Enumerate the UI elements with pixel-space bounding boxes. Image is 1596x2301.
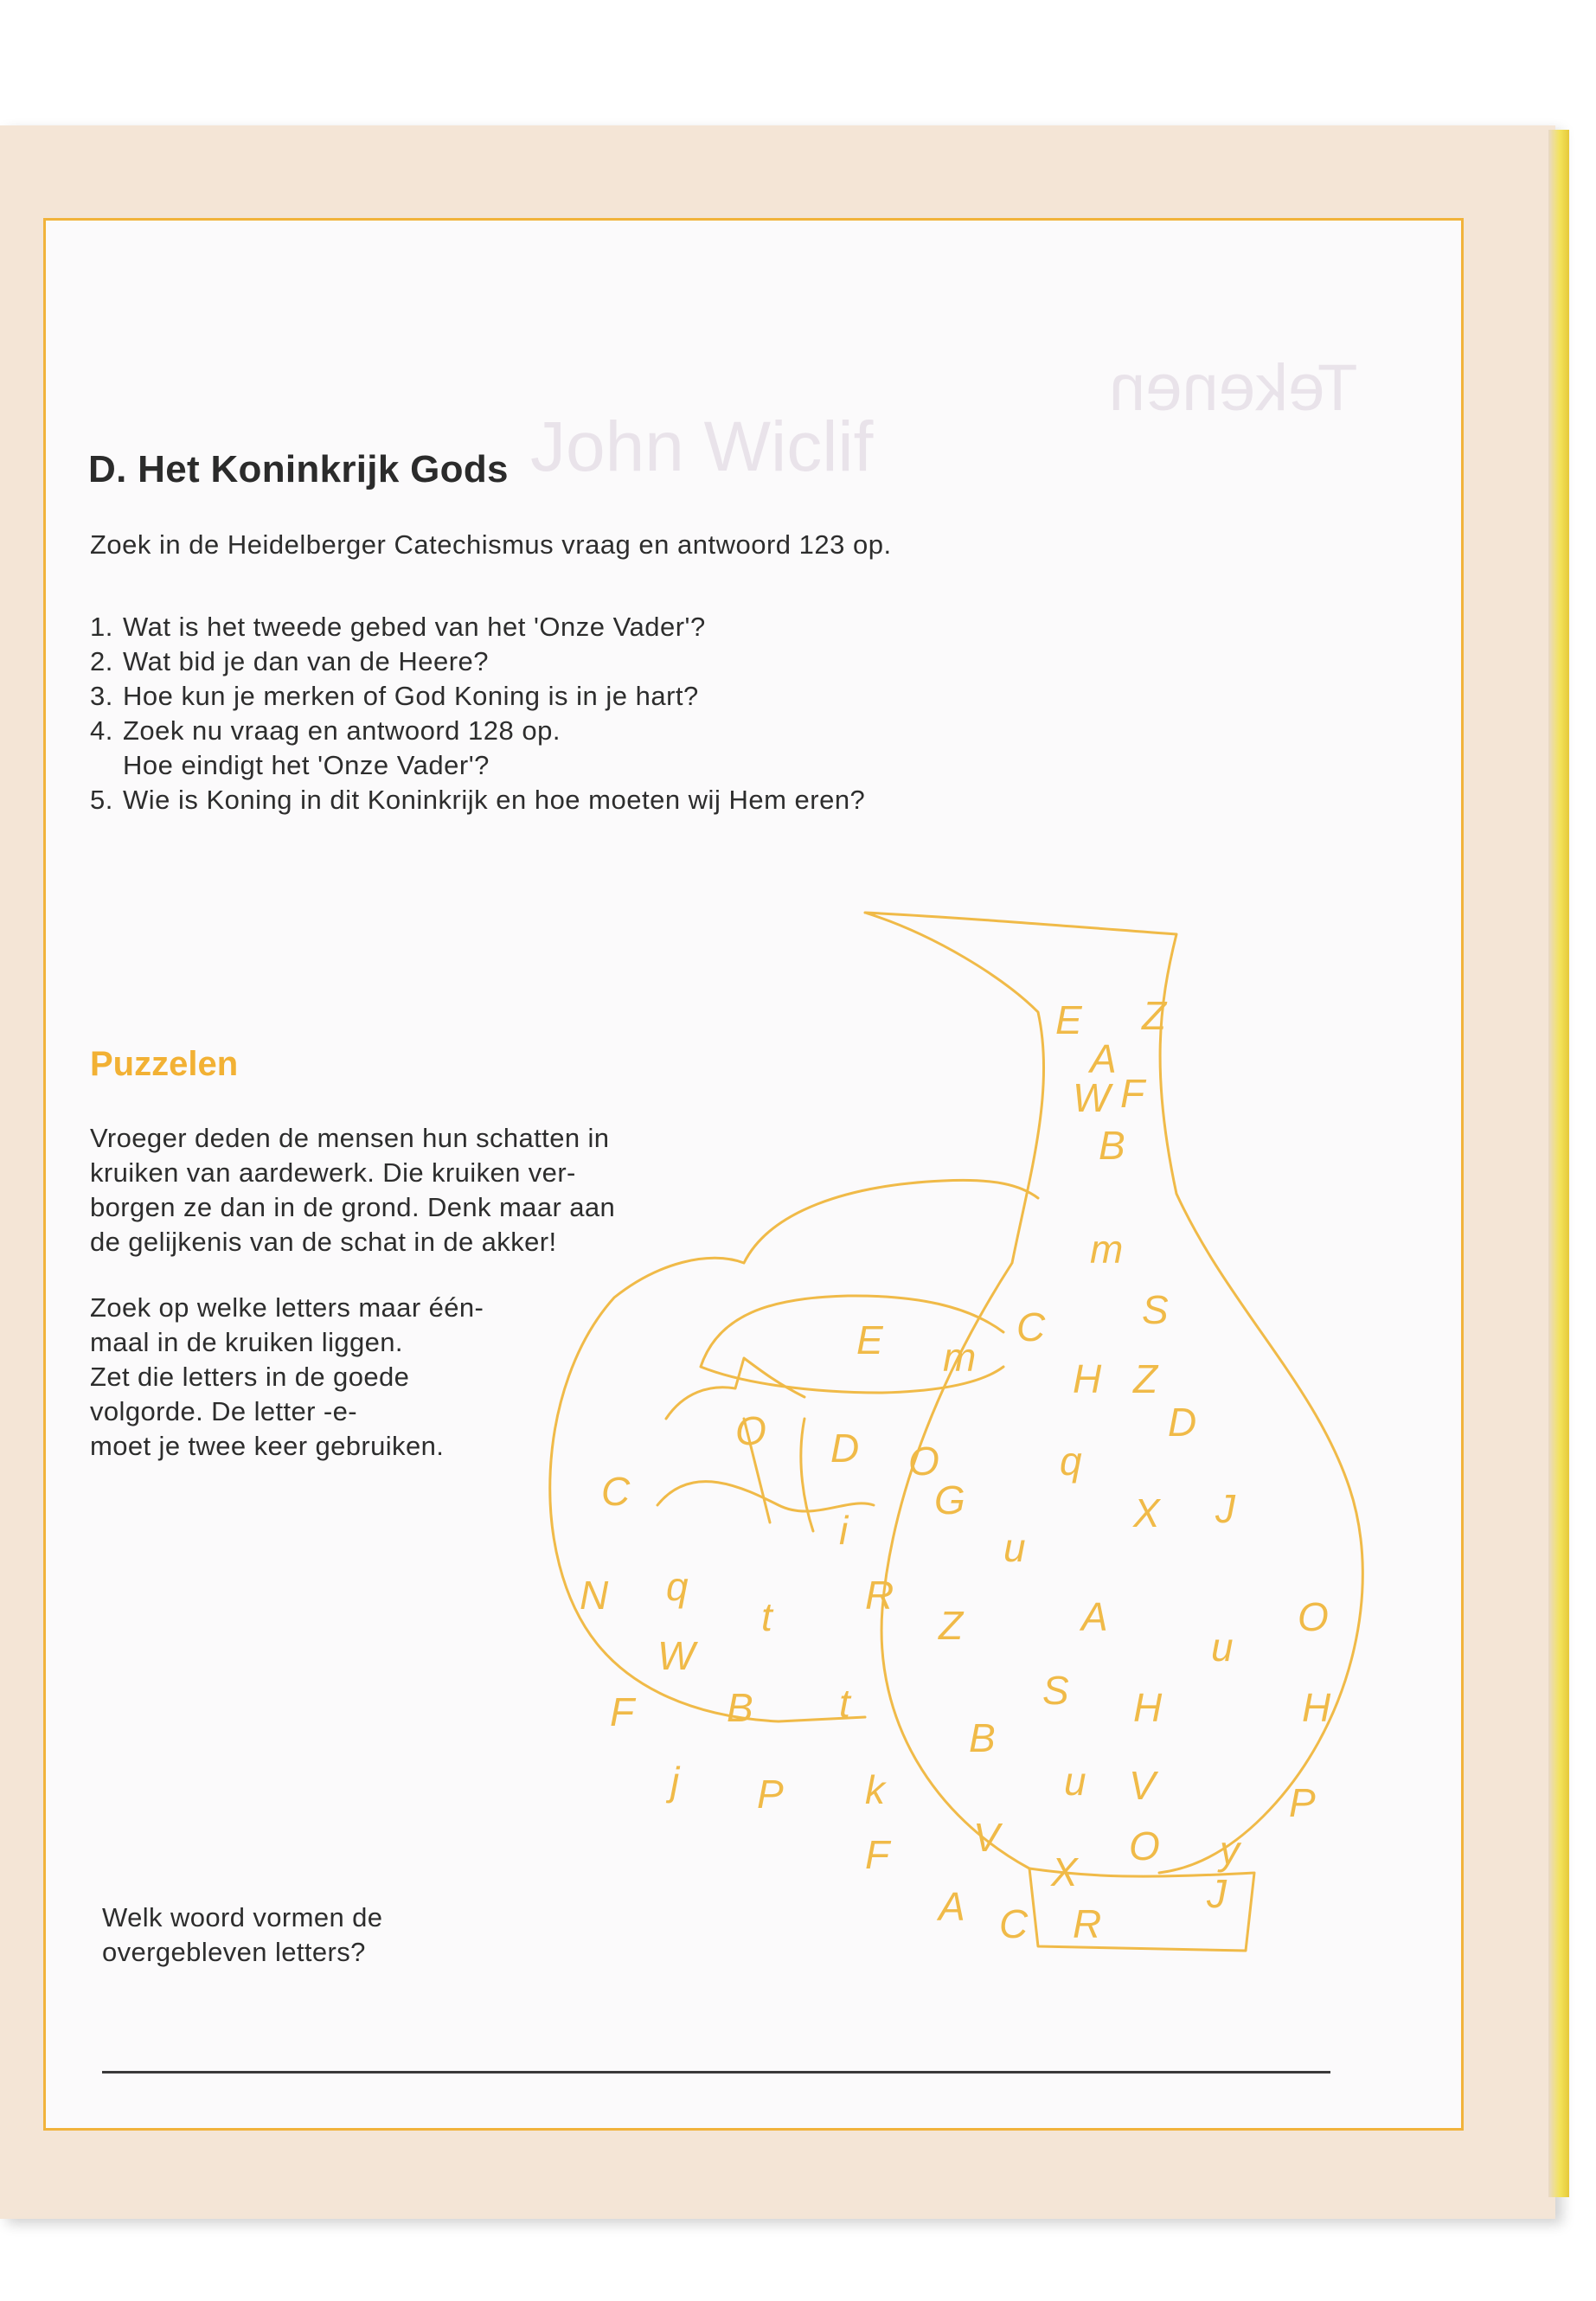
question-number: 3. [90, 681, 113, 711]
vase-letter: i [839, 1508, 849, 1553]
vase-letter: X [1051, 1849, 1078, 1894]
question-item [90, 610, 865, 644]
vase-letter: B [969, 1715, 996, 1760]
vase-letter: q [666, 1564, 689, 1609]
question-text: Hoe kun je merken of God Koning is in je hart? [123, 681, 699, 711]
vase-letter: E [856, 1317, 883, 1362]
section-heading: D. Het Koninkrijk Gods [88, 448, 509, 490]
vase-letter: F [610, 1689, 635, 1734]
vase-letter: m [943, 1335, 977, 1380]
vase-letter: Z [939, 1603, 964, 1648]
vase-letter: A [939, 1884, 965, 1929]
question-list [90, 610, 865, 817]
vase-letter: V [1129, 1763, 1156, 1808]
vase-letter: H [1302, 1685, 1331, 1730]
vase-letter: E [1055, 997, 1082, 1042]
puzzle-paragraph-intro: Vroeger deden de mensen hun schatten in kruiken van aardewerk. Die kruiken ver- borgen ze dan in de grond. Denk maar aan de gelijkenis van de schat in de akker! [90, 1123, 616, 1257]
question-number: 5. [90, 785, 113, 815]
vase-letter: H [1133, 1685, 1163, 1730]
vase-letter: S [1142, 1287, 1169, 1332]
question-continuation: Hoe eindigt het 'Onze Vader'? [123, 750, 490, 780]
vase-letter: F [865, 1832, 890, 1877]
vase-letter: u [1211, 1625, 1234, 1670]
vase-letter: u [1003, 1525, 1026, 1570]
vase-letter: P [757, 1772, 784, 1817]
vase-letter: Z [1142, 993, 1167, 1038]
vases-illustration [484, 900, 1401, 2041]
question-item [90, 679, 865, 714]
vase-letter: R [865, 1573, 894, 1618]
question-text: Wat bid je dan van de Heere? [123, 646, 489, 676]
vase-letter: P [1289, 1780, 1316, 1825]
question-item [90, 644, 865, 679]
vase-letter: B [1099, 1123, 1125, 1168]
vase-letter: t [761, 1594, 772, 1639]
vase-letter: C [999, 1901, 1029, 1946]
vase-letter: D [830, 1426, 860, 1471]
vase-letter: u [1064, 1759, 1086, 1804]
vase-letter: A [1090, 1036, 1117, 1081]
question-item [90, 714, 865, 783]
vase-letter: N [580, 1573, 609, 1618]
vase-letter: D [1168, 1400, 1197, 1445]
vase-letter: t [839, 1681, 850, 1726]
vase-letter: k [865, 1767, 885, 1812]
vase-letter: J [1215, 1486, 1235, 1531]
vase-letter: O [735, 1408, 766, 1453]
puzzle-heading: Puzzelen [90, 1045, 239, 1083]
vase-letter: j [670, 1759, 680, 1804]
vase-letter: C [601, 1469, 631, 1514]
vase-letter: R [1073, 1901, 1102, 1946]
vase-letter: O [908, 1439, 939, 1484]
question-text: Wat is het tweede gebed van het 'Onze Vader'? [123, 612, 706, 642]
question-number: 4. [90, 715, 113, 746]
vase-letter: S [1042, 1668, 1069, 1713]
vase-letter: B [727, 1685, 753, 1730]
vase-letter: G [934, 1477, 965, 1522]
vase-letter: C [1016, 1304, 1046, 1349]
show-through-title-1: Tekenen [1108, 351, 1357, 425]
vase-letter: y [1220, 1828, 1240, 1873]
vase-letter: W [1073, 1075, 1111, 1120]
vase-letter: q [1060, 1439, 1082, 1484]
vase-letter: J [1207, 1871, 1227, 1916]
question-number: 2. [90, 646, 113, 676]
vase-letter: A [1081, 1594, 1108, 1639]
puzzle-paragraph-instructions: Zoek op welke letters maar één- maal in de kruiken liggen. Zet die letters in de goede volgorde. De letter -e- moet je twee keer gebruiken. [90, 1292, 484, 1461]
puzzle-question: Welk woord vormen de overgebleven letters? [102, 1902, 383, 1967]
vase-letter: m [1090, 1227, 1124, 1272]
section-intro: Zoek in de Heidelberger Catechismus vraag en antwoord 123 op. [90, 529, 892, 560]
vase-letter: W [657, 1633, 695, 1678]
page-edge [1548, 130, 1569, 2197]
jar-outline [550, 1180, 1038, 1721]
letters-group [580, 993, 1331, 1946]
question-text: Wie is Koning in dit Koninkrijk en hoe moeten wij Hem eren? [123, 785, 866, 815]
answer-line[interactable] [102, 2071, 1330, 2073]
vase-letter: O [1298, 1594, 1329, 1639]
vase-letter: Z [1133, 1356, 1158, 1401]
question-number: 1. [90, 612, 113, 642]
vase-letter: O [1129, 1823, 1160, 1868]
question-item [90, 783, 865, 817]
show-through-title-2: John Wiclif [530, 407, 874, 486]
vase-letter: H [1073, 1356, 1102, 1401]
vase-letter: X [1133, 1490, 1160, 1535]
question-text: Zoek nu vraag en antwoord 128 op. [123, 715, 561, 746]
vase-letter: F [1120, 1071, 1145, 1116]
vase-letter: V [973, 1815, 1000, 1860]
